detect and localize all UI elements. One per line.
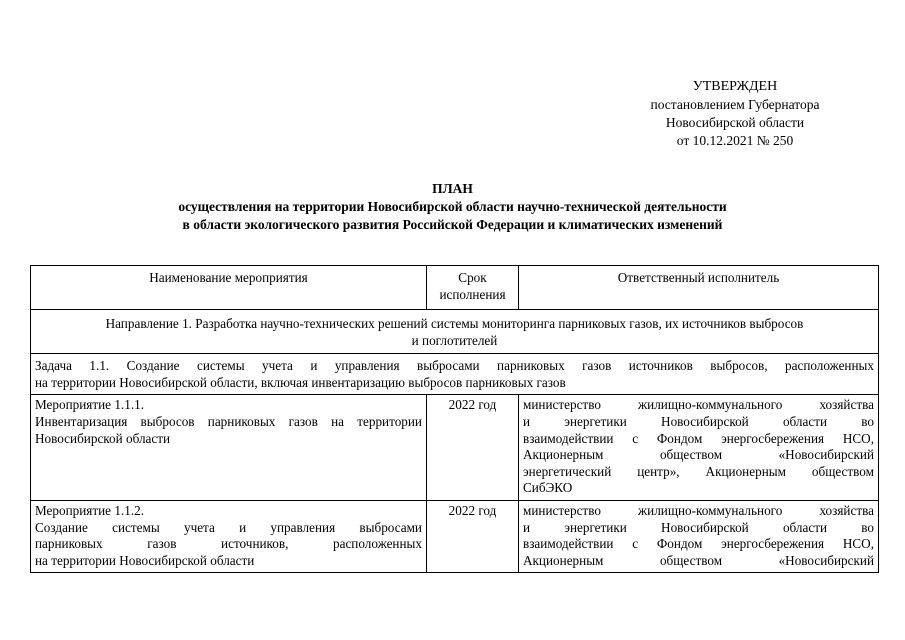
plan-subtitle-2: в области экологического развития Российской Федерации и климатических изменений — [182, 217, 723, 232]
activity-desc-line: Создание системы учета и управления выбросами — [35, 519, 422, 535]
task-line-2: на территории Новосибирской области, включая инвентаризацию выбросов парниковых газов — [35, 374, 566, 390]
responsible-line: взаимодействии с Фондом энергосбережения НСО, — [523, 430, 874, 446]
direction-line-1: Направление 1. Разработка научно-технических решений системы мониторинга парниковых газов, их источников выбросов — [105, 316, 804, 331]
table-row — [31, 500, 879, 572]
task-row — [31, 354, 879, 395]
term-cell: 2022 год — [427, 500, 519, 572]
activity-title: Мероприятие 1.1.1. — [35, 397, 145, 413]
activity-desc-line: Инвентаризация выбросов парниковых газов на территории — [35, 413, 422, 429]
activity-cell — [31, 395, 427, 501]
plan-heading — [60, 180, 845, 234]
responsible-cell — [519, 395, 879, 501]
activity-desc-line: на территории Новосибирской области — [35, 552, 255, 568]
responsible-line: и энергетики Новосибирской области во — [523, 519, 874, 535]
activity-desc-line: Новосибирской области — [35, 430, 171, 446]
plan-title: ПЛАН — [432, 181, 473, 196]
responsible-line: энергетический центр», Акционерным обществом — [523, 463, 874, 479]
activity-desc-line: парниковых газов источников, расположенных — [35, 536, 422, 552]
responsible-line: взаимодействии с Фондом энергосбережения НСО, — [523, 536, 874, 552]
plan-table — [30, 265, 879, 573]
responsible-line: и энергетики Новосибирской области во — [523, 413, 874, 429]
task-line-1: Задача 1.1. Создание системы учета и управления выбросами парниковых газов источников выбросов, расположенных — [35, 358, 874, 374]
header-responsible: Ответственный исполнитель — [519, 266, 879, 310]
approval-line-1: постановлением Губернатора — [650, 97, 820, 112]
approval-line-2: Новосибирской области — [665, 115, 805, 130]
approval-title: УТВЕРЖДЕН — [692, 79, 778, 94]
direction-row — [31, 310, 879, 354]
direction-cell — [31, 310, 879, 354]
table-row — [31, 395, 879, 501]
responsible-line: министерство жилищно-коммунального хозяйства — [523, 502, 874, 518]
table-header-row — [31, 266, 879, 310]
approval-line-3: от 10.12.2021 № 250 — [676, 133, 794, 148]
responsible-cell — [519, 500, 879, 572]
task-cell — [31, 354, 879, 395]
activity-cell — [31, 500, 427, 572]
header-name: Наименование мероприятия — [31, 266, 427, 310]
responsible-line: Акционерным обществом «Новосибирский — [523, 552, 874, 568]
responsible-line: СибЭКО — [523, 480, 573, 496]
approval-block — [620, 78, 850, 150]
header-term: Срок исполнения — [427, 266, 519, 310]
direction-line-2: и поглотителей — [411, 332, 498, 348]
responsible-line: Акционерным обществом «Новосибирский — [523, 447, 874, 463]
term-cell: 2022 год — [427, 395, 519, 501]
responsible-line: министерство жилищно-коммунального хозяйства — [523, 397, 874, 413]
plan-subtitle-1: осуществления на территории Новосибирской области научно-технической деятельности — [178, 199, 727, 214]
activity-title: Мероприятие 1.1.2. — [35, 502, 145, 518]
